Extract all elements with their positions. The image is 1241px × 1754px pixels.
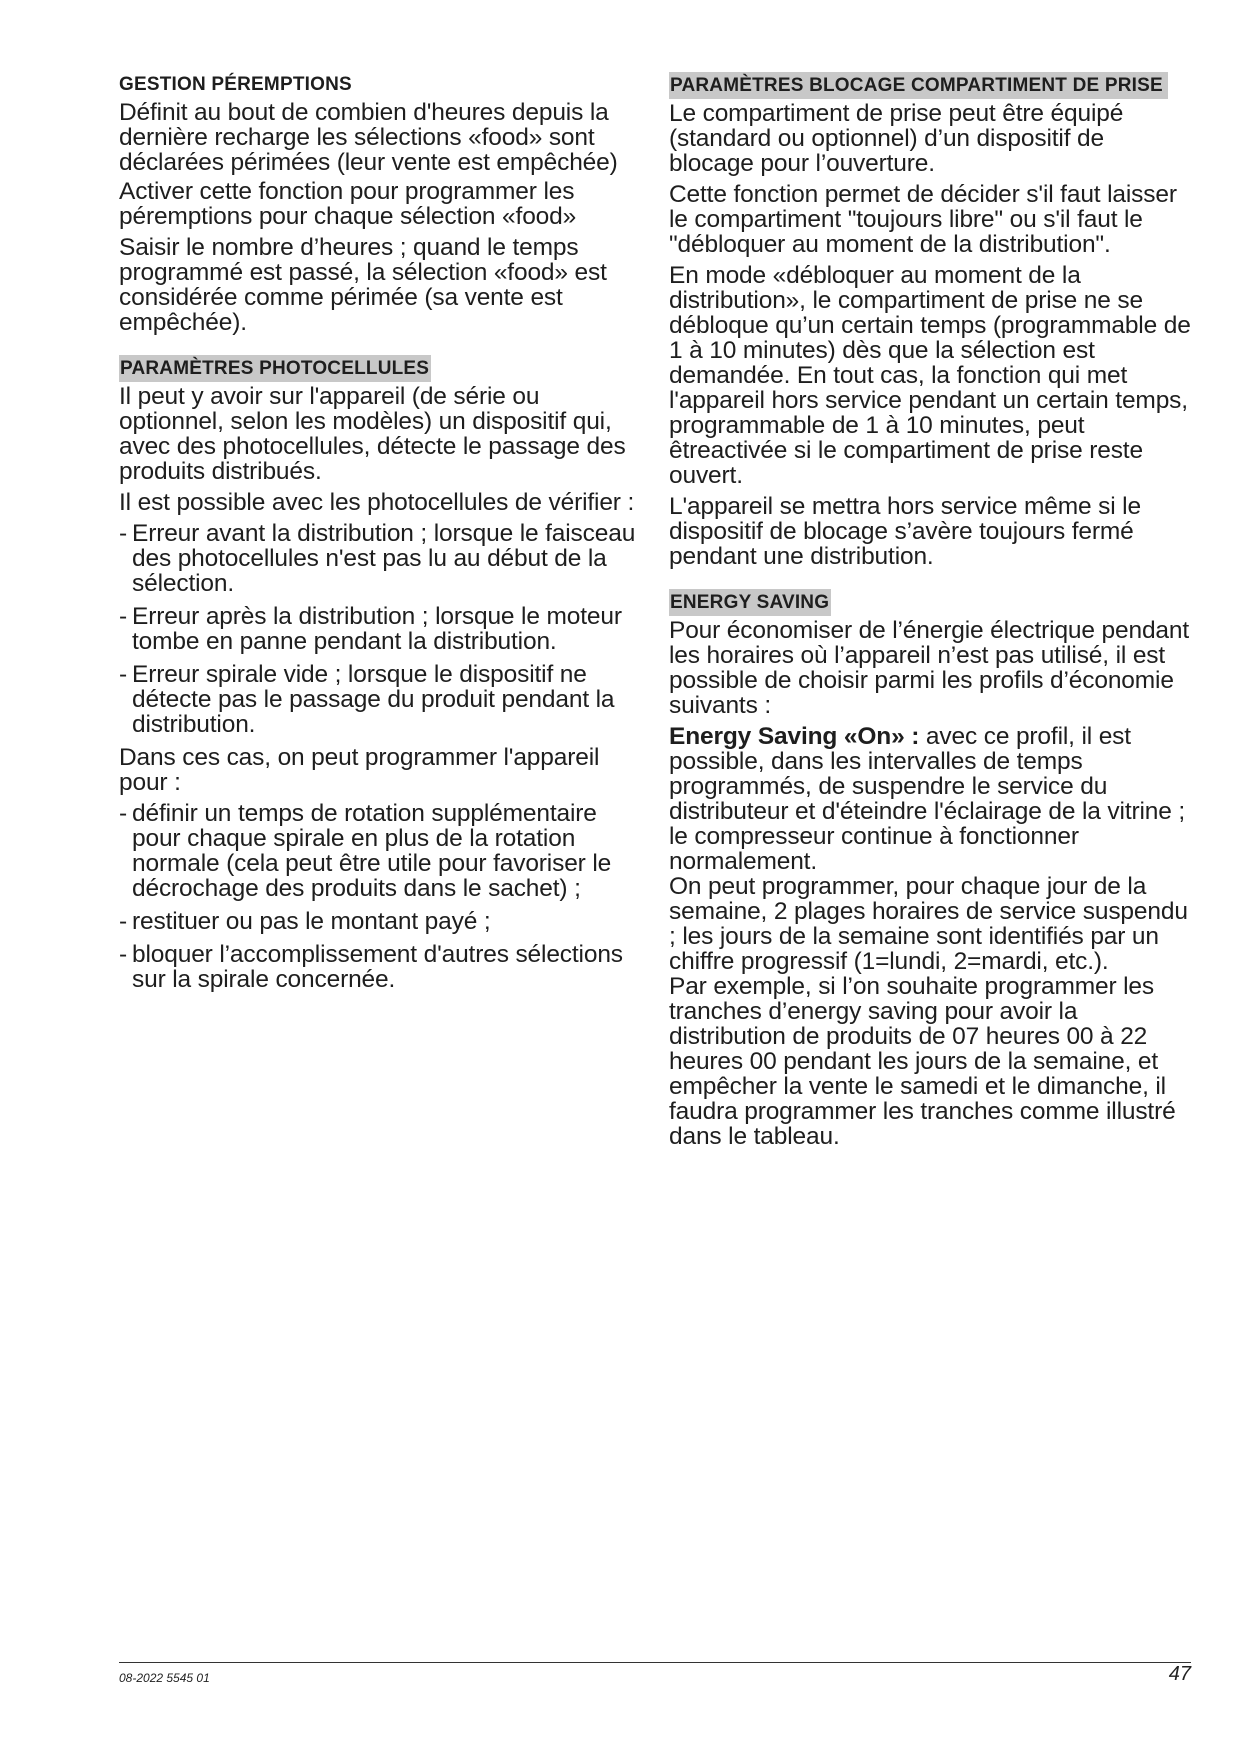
paragraph: Le compartiment de prise peut être équipé (standard ou optionnel) d’un dispositif de blocage pour l’ouverture. xyxy=(669,100,1124,177)
section-title: ENERGY SAVING xyxy=(669,589,831,616)
right-column xyxy=(669,72,1191,1163)
list-item: - Erreur spirale vide ; lorsque le dispositif ne détecte pas le passage du produit pendant la distribution. xyxy=(119,662,641,737)
profile-name: Energy Saving «On» : xyxy=(669,723,920,750)
paragraph: Activer cette fonction pour programmer les péremptions pour chaque sélection «food» xyxy=(119,178,577,230)
paragraph: Il est possible avec les photocellules de vérifier : xyxy=(119,489,635,516)
paragraph: Dans ces cas, on peut programmer l'appareil pour : xyxy=(119,744,600,796)
section-parametres-photocellules xyxy=(119,355,641,992)
paragraph: On peut programmer, pour chaque jour de la semaine, 2 plages horaires de service suspendu ; les jours de la semaine sont identifiés par un chiffre progressif (1=lundi, 2=mardi, etc.). xyxy=(669,873,1188,975)
list-item: - bloquer l’accomplissement d'autres sélections sur la spirale concernée. xyxy=(119,942,641,992)
paragraph xyxy=(669,724,1191,874)
list-item: - Erreur après la distribution ; lorsque le moteur tombe en panne pendant la distribution. xyxy=(119,604,641,654)
left-column xyxy=(119,72,641,1006)
paragraph: Saisir le nombre d’heures ; quand le temps programmé est passé, la sélection «food» est considérée comme périmée (sa vente est empêchée). xyxy=(119,234,607,336)
list-item: - restituer ou pas le montant payé ; xyxy=(119,909,641,934)
section-parametres-blocage xyxy=(669,72,1191,569)
paragraph: En mode «débloquer au moment de la distribution», le compartiment de prise ne se débloque qu’un certain temps (programmable de 1 à 10 minutes) dès que la sélection est demandée. En tout cas, la fonction qui met l'appareil hors service pendant un certain temps, programmable de 1 à 10 minutes, peut êtreactivée si le compartiment de prise reste ouvert. xyxy=(669,262,1191,489)
paragraph: Il peut y avoir sur l'appareil (de série ou optionnel, selon les modèles) un dispositif qui, avec des photocellules, détecte le passage des produits distribués. xyxy=(119,383,626,485)
paragraph: Par exemple, si l’on souhaite programmer les tranches d’energy saving pour avoir la distribution de produits de 07 heures 00 à 22 heures 00 pendant les jours de la semaine, et empêcher la vente le samedi et le dimanche, il faudra programmer les tranches comme illustré dans le tableau. xyxy=(669,973,1176,1150)
section-title: PARAMÈTRES PHOTOCELLULES xyxy=(119,355,431,382)
error-list xyxy=(119,521,641,737)
footer-divider xyxy=(119,1662,1191,1663)
list-item: - Erreur avant la distribution ; lorsque le faisceau des photocellules n'est pas lu au début de la sélection. xyxy=(119,521,641,596)
action-list xyxy=(119,801,641,992)
paragraph: Définit au bout de combien d'heures depuis la dernière recharge les sélections «food» sont déclarées périmées (leur vente est empêchée) xyxy=(119,99,618,176)
section-title: PARAMÈTRES BLOCAGE COMPARTIMENT DE PRISE xyxy=(669,72,1168,99)
section-gestion-peremptions xyxy=(119,72,641,335)
paragraph: Pour économiser de l’énergie électrique pendant les horaires où l’appareil n’est pas utilisé, il est possible de choisir parmi les profils d’économie suivants : xyxy=(669,617,1190,719)
document-code: 08-2022 5545 01 xyxy=(119,1671,210,1685)
section-title: GESTION PÉREMPTIONS xyxy=(119,74,352,95)
profile-description: avec ce profil, il est possible, dans les intervalles de temps programmés, de suspendre le service du distributeur et d'éteindre l'éclairage de la vitrine ; le compresseur continue à fonctionner normalement. xyxy=(669,723,1186,875)
section-energy-saving xyxy=(669,589,1191,1149)
paragraph: L'appareil se mettra hors service même si le dispositif de blocage s’avère toujours fermé pendant une distribution. xyxy=(669,493,1141,570)
page-number: 47 xyxy=(1168,1663,1191,1685)
list-item: - définir un temps de rotation supplémentaire pour chaque spirale en plus de la rotation normale (cela peut être utile pour favoriser le décrochage des produits dans le sachet) ; xyxy=(119,801,641,901)
paragraph: Cette fonction permet de décider s'il faut laisser le compartiment "toujours libre" ou s'il faut le "débloquer au moment de la distribution". xyxy=(669,181,1177,258)
